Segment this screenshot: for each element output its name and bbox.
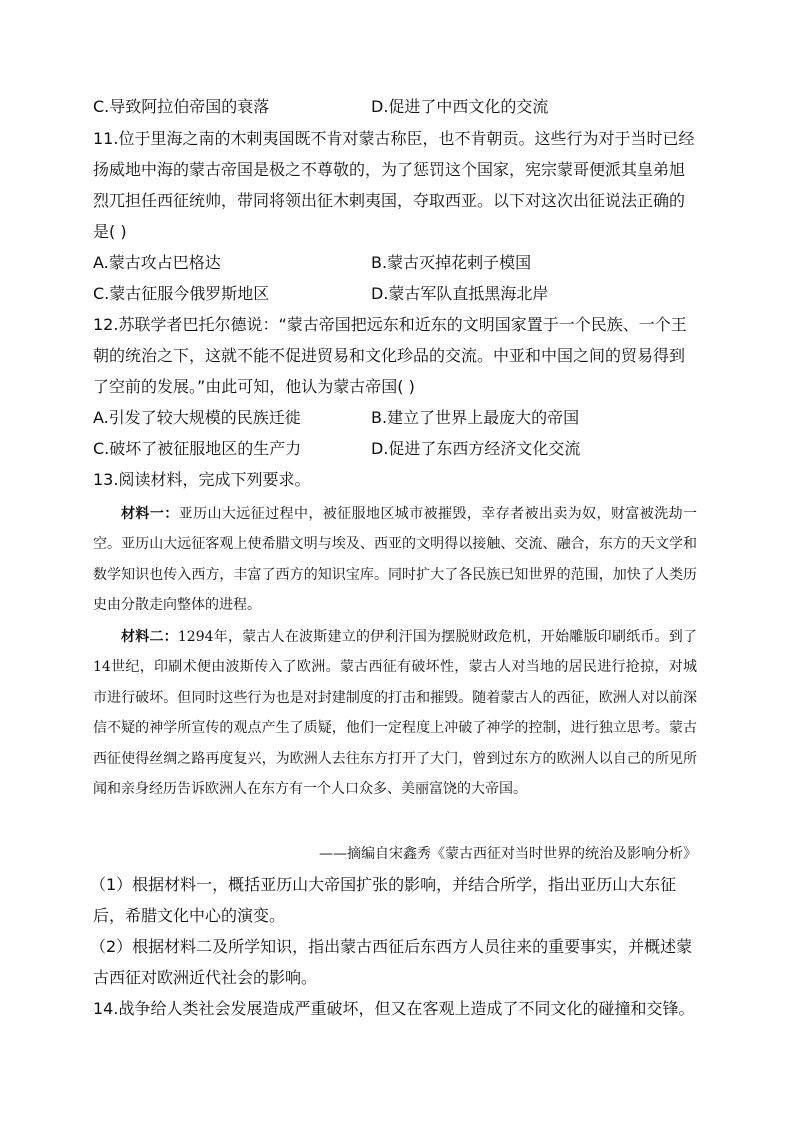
q12-stem-line-3: 了空前的发展。”由此可知，他认为蒙古帝国( ) xyxy=(93,377,415,396)
q13-stem: 13.阅读材料，完成下列要求。 xyxy=(93,470,311,489)
q12-stem-line-1: 12.苏联学者巴托尔德说：“蒙古帝国把远东和近东的文明国家置于一个民族、一个王 xyxy=(93,315,687,334)
q10-option-d[interactable]: D.促进了中西文化的交流 xyxy=(371,97,549,116)
q14-stem: 14.战争给人类社会发展造成严重破坏，但又在客观上造成了不同文化的碰撞和交锋。 xyxy=(93,999,695,1018)
q11-stem-line-1: 11.位于里海之南的木剌夷国既不肯对蒙古称臣，也不肯朝贡。这些行为对于当时已经 xyxy=(93,129,695,148)
q12-option-a[interactable]: A.引发了较大规模的民族迁徙 xyxy=(93,408,301,427)
q13-requirement-1-line-2: 后，希腊文化中心的演变。 xyxy=(93,906,286,925)
material-1-text: 亚历山大远征过程中，被征服地区城市被摧毁，幸存者被出卖为奴，财富被洗劫一空。亚历山大远征客观上使希腊文明与埃及、西亚的文明得以接触、交流、融合，东方的天文学和数学知识也传入西方，丰富了西方的知识宝库。同时扩大了各民族已知世界的范围，加快了人类历史由分散走向整体的进程。 xyxy=(93,506,698,614)
q11-option-b[interactable]: B.蒙古灭掉花剌子模国 xyxy=(371,253,532,272)
q12-option-d[interactable]: D.促进了东西方经济文化交流 xyxy=(371,439,581,458)
q10-option-c[interactable]: C.导致阿拉伯帝国的衰落 xyxy=(93,97,270,116)
q11-stem-line-3: 烈兀担任西征统帅，带同将领出征木剌夷国，夺取西亚。以下对这次出征说法正确的 xyxy=(93,191,686,210)
q13-material-1 xyxy=(93,499,697,621)
q12-option-c[interactable]: C.破坏了被征服地区的生产力 xyxy=(93,439,302,458)
q13-requirement-2-line-1: （2）根据材料二及所学知识，指出蒙古西征后东西方人员往来的重要事实，并概述蒙 xyxy=(90,937,693,956)
q13-requirement-2-line-2: 古西征对欧洲近代社会的影响。 xyxy=(93,968,318,987)
q11-option-c[interactable]: C.蒙古征服今俄罗斯地区 xyxy=(93,284,270,303)
material-1-label: 材料一： xyxy=(121,506,179,522)
material-source-citation: ——摘编自宋鑫秀《蒙古西征对当时世界的统治及影响分析》 xyxy=(319,846,697,862)
q13-requirement-1-line-1: （1）根据材料一，概括亚历山大帝国扩张的影响，并结合所学，指出亚历山大东征 xyxy=(90,875,677,894)
material-2-label: 材料二： xyxy=(121,629,178,645)
q11-stem-line-4: 是( ) xyxy=(93,222,127,241)
q12-stem-line-2: 朝的统治之下，这就不能不促进贸易和文化珍品的交流。中亚和中国之间的贸易得到 xyxy=(93,346,686,365)
q11-option-a[interactable]: A.蒙古攻占巴格达 xyxy=(93,253,221,272)
material-2-text: 1294年，蒙古人在波斯建立的伊利汗国为摆脱财政危机，开始雕版印刷纸币。到了14世纪，印刷术便由波斯传入了欧洲。蒙古西征有破坏性，蒙古人对当地的居民进行抢掠，对城市进行破坏。但同时这些行为也是对封建制度的打击和摧毁。随着蒙古人的西征，欧洲人对以前深信不疑的神学所宣传的观点产生了质疑，他们一定程度上冲破了神学的控制，进行独立思考。蒙古西征使得丝绸之路再度复兴，为欧洲人去往东方打开了大门，曾到过东方的欧洲人以自己的所见所闻和亲身经历告诉欧洲人在东方有一个人口众多、美丽富饶的大帝国。 xyxy=(93,629,697,798)
q11-option-d[interactable]: D.蒙古军队直抵黑海北岸 xyxy=(371,284,549,303)
q11-stem-line-2: 扬威地中海的蒙古帝国是极之不尊敬的，为了惩罚这个国家，宪宗蒙哥便派其皇弟旭 xyxy=(93,160,686,179)
q12-option-b[interactable]: B.建立了世界上最庞大的帝国 xyxy=(371,408,580,427)
q13-material-2 xyxy=(93,622,697,804)
